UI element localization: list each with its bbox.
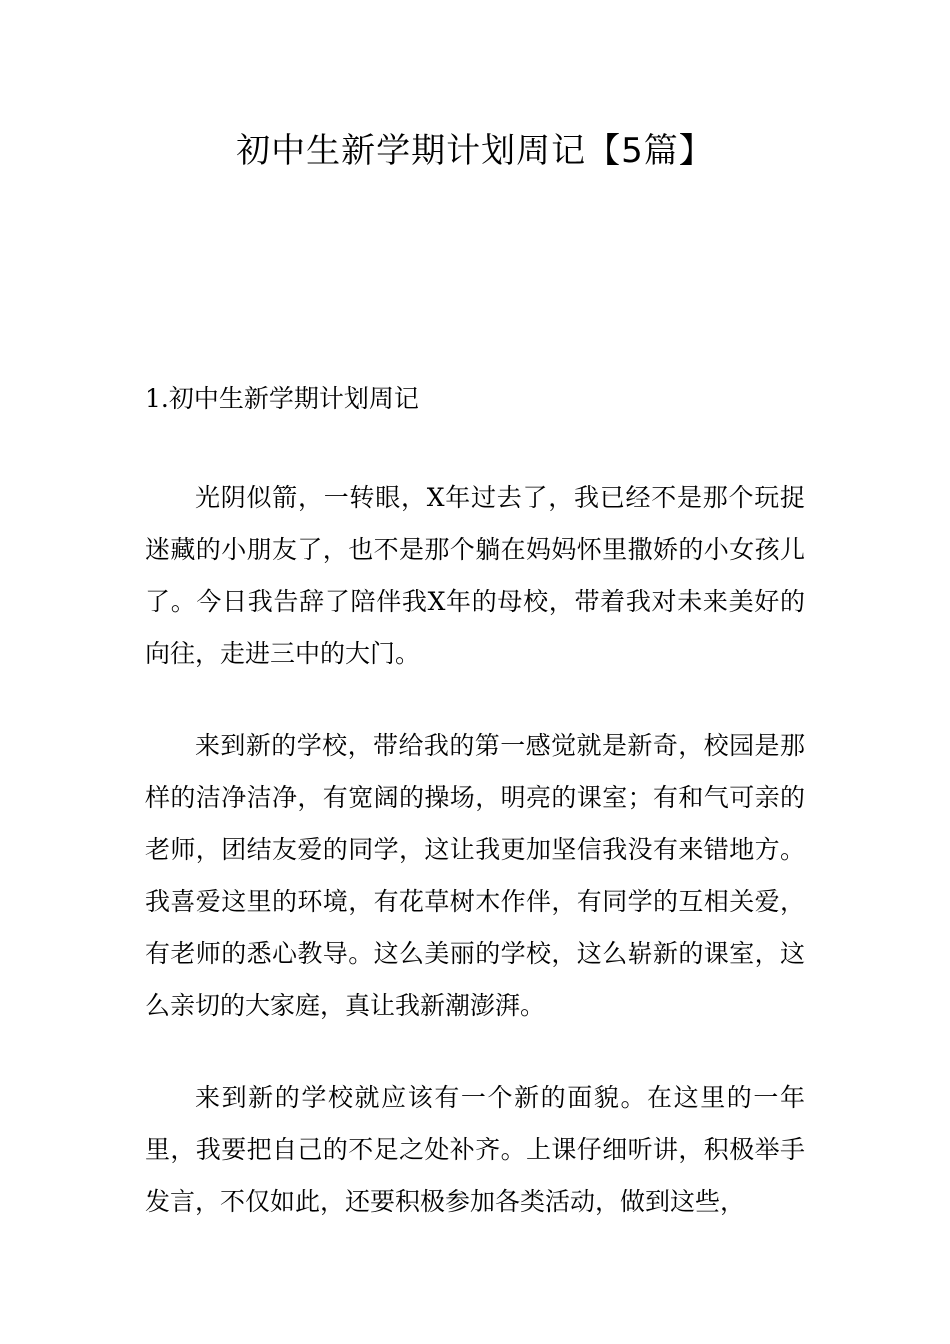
- section-heading: 1.初中生新学期计划周记: [145, 384, 419, 413]
- document-title: 初中生新学期计划周记【5篇】: [236, 131, 714, 171]
- paragraph: 来到新的学校，带给我的第一感觉就是新奇，校园是那样的洁净洁净，有宽阔的操场，明亮的课室；有和气可亲的老师，团结友爱的同学，这让我更加坚信我没有来错地方。我喜爱这里的环境，有花草树木作伴，有同学的互相关爱，有老师的悉心教导。这么美丽的学校，这么崭新的课室，这么亲切的大家庭，真让我新潮澎湃。: [145, 731, 805, 1020]
- paragraph: 来到新的学校就应该有一个新的面貌。在这里的一年里，我要把自己的不足之处补齐。上课仔细听讲，积极举手发言，不仅如此，还要积极参加各类活动，做到这些，: [145, 1083, 805, 1216]
- paragraph: 光阴似箭，一转眼，X年过去了，我已经不是那个玩捉迷藏的小朋友了，也不是那个躺在妈妈怀里撒娇的小女孩儿了。今日我告辞了陪伴我X年的母校，带着我对未来美好的向往，走进三中的大门。: [145, 483, 805, 668]
